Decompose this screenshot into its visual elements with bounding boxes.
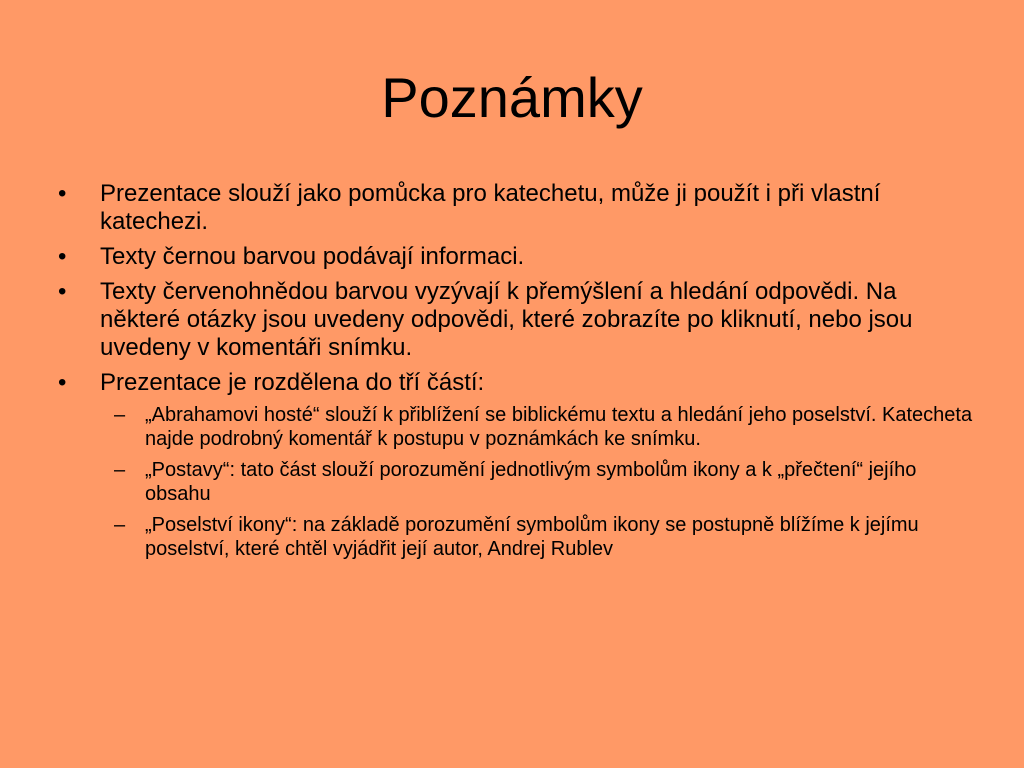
bullet-text: Prezentace slouží jako pomůcka pro katechetu, může ji použít i při vlastní katechezi. bbox=[100, 180, 881, 235]
sub-bullet-list bbox=[100, 403, 976, 561]
sub-bullet-marker: – bbox=[114, 404, 126, 426]
bullet-marker: • bbox=[58, 180, 67, 207]
sub-bullet-text: „Postavy“: tato část slouží porozumění jednotlivým symbolům ikony a k „přečtení“ jejího obsahu bbox=[145, 459, 917, 505]
bullet-item bbox=[56, 278, 976, 362]
bullet-item bbox=[56, 369, 976, 561]
sub-bullet-item bbox=[100, 513, 976, 561]
sub-bullet-text: „Abrahamovi hosté“ slouží k přiblížení se biblickému textu a hledání jeho poselství. Katecheta najde podrobný komentář k postupu v poznámkách ke snímku. bbox=[145, 404, 973, 450]
bullet-marker: • bbox=[58, 243, 67, 270]
slide-title: Poznámky bbox=[381, 66, 643, 129]
bullet-list bbox=[56, 180, 976, 568]
sub-bullet-marker: – bbox=[114, 514, 126, 536]
bullet-item bbox=[56, 180, 976, 236]
bullet-text: Prezentace je rozdělena do tří částí: bbox=[100, 369, 485, 396]
bullet-text: Texty červenohnědou barvou vyzývají k přemýšlení a hledání odpovědi. Na některé otázky jsou uvedeny odpovědi, které zobrazíte po kliknutí, nebo jsou uvedeny v komentáři snímku. bbox=[100, 278, 913, 361]
sub-bullet-text: „Poselství ikony“: na základě porozumění symbolům ikony se postupně blížíme k jejímu poselství, které chtěl vyjádřit její autor, Andrej Rublev bbox=[145, 514, 919, 560]
bullet-marker: • bbox=[58, 369, 67, 396]
sub-bullet-item bbox=[100, 403, 976, 451]
bullet-text: Texty černou barvou podávají informaci. bbox=[100, 243, 525, 270]
bullet-item bbox=[56, 243, 976, 271]
bullet-marker: • bbox=[58, 278, 67, 305]
sub-bullet-item bbox=[100, 458, 976, 506]
sub-bullet-marker: – bbox=[114, 459, 126, 481]
